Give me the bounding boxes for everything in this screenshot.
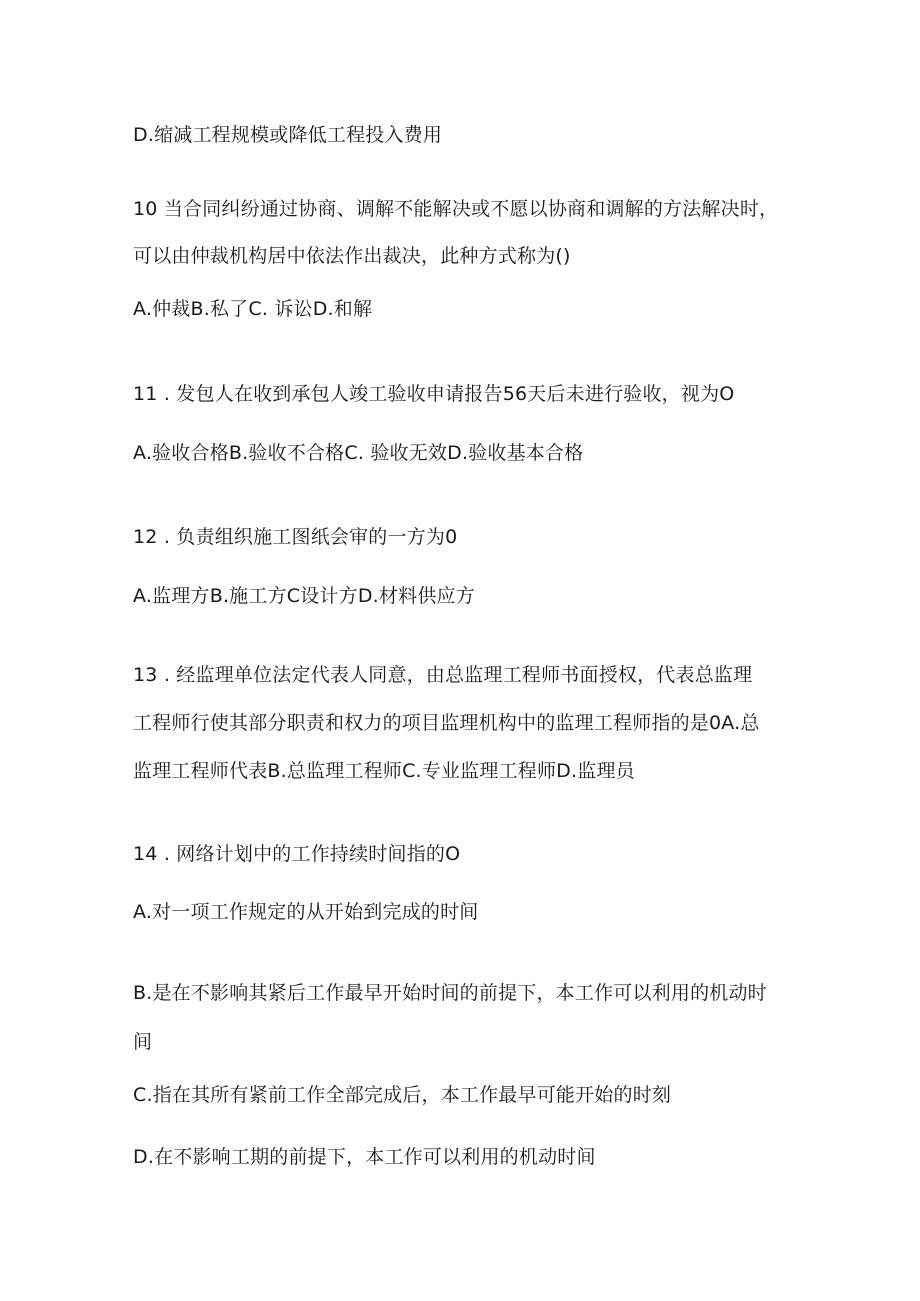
- question-11-options: A.验收合格B.验收不合格C. 验收无效D.验收基本合格: [133, 442, 584, 464]
- question-14-option-d: D.在不影响工期的前提下，本工作可以利用的机动时间: [133, 1146, 596, 1168]
- question-10-line-2: 可以由仲裁机构居中依法作出裁决，此种方式称为(): [133, 245, 571, 267]
- question-14-option-a: A.对一项工作规定的从开始到完成的时间: [133, 901, 479, 923]
- question-13-line-2: 工程师行使其部分职责和权力的项目监理机构中的监理工程师指的是0A.总: [133, 712, 760, 734]
- question-13-line-3: 监理工程师代表B.总监理工程师C.专业监理工程师D.监理员: [133, 760, 635, 782]
- question-14-option-c: C.指在其所有紧前工作全部完成后，本工作最早可能开始的时刻: [133, 1084, 672, 1106]
- question-14-option-b-line-2: 间: [133, 1031, 153, 1053]
- question-10-line-1: 10 当合同纠纷通过协商、调解不能解决或不愿以协商和调解的方法解决时，: [133, 198, 779, 220]
- question-12-options: A.监理方B.施工方C设计方D.材料供应方: [133, 585, 475, 607]
- question-11: 11 . 发包人在收到承包人竣工验收申请报告56天后未进行验收，视为O: [133, 383, 735, 405]
- question-10-options: A.仲裁B.私了C. 诉讼D.和解: [133, 298, 373, 320]
- option-9d: D.缩减工程规模或降低工程投入费用: [133, 124, 443, 146]
- question-14: 14 . 网络计划中的工作持续时间指的O: [133, 843, 461, 865]
- question-13-line-1: 13 . 经监理单位法定代表人同意，由总监理工程师书面授权，代表总监理: [133, 664, 753, 686]
- question-12: 12 . 负责组织施工图纸会审的一方为0: [133, 526, 458, 548]
- question-14-option-b-line-1: B.是在不影响其紧后工作最早开始时间的前提下，本工作可以利用的机动时: [133, 982, 767, 1004]
